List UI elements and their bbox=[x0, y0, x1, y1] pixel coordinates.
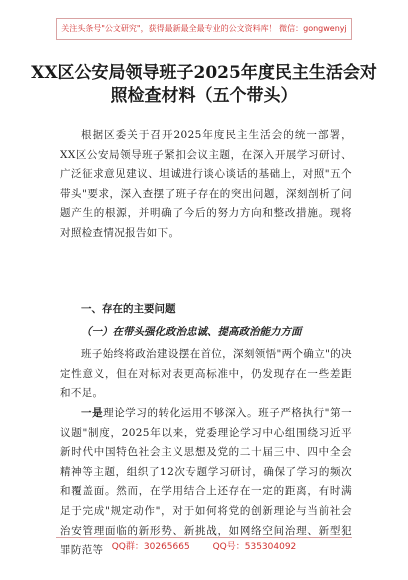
document-title: XX区公安局领导班子2025年度民主生活会对照检查材料（五个带头） bbox=[31, 63, 377, 106]
qq-number-text: QQ号：535304092 bbox=[212, 542, 297, 552]
section-heading: 一、存在的主要问题 bbox=[81, 303, 176, 315]
paragraph-text: 理论学习的转化运用不够深入。班子严格执行"第一议题"制度，2025年以来，党委理论学习中心组围绕习近平新时代中国特色社会主义思想及党的二十届三中、四中全会精神等主题，组织了12次专题学习研讨，确保了学习的频次和覆盖面。然而，在学用结合上还存在一定的距离，有时满足于完成"规定动作"，对于如何将党的创新理论与当前社会治安管理面临的新形势、新挑战，如网络空间治理、新型犯罪防范等 bbox=[60, 407, 352, 557]
body-paragraph-1: 班子始终将政治建设摆在首位，深刻领悟"两个确立"的决定性意义，但在对标对表更高标准中，仍发现存在一些差距和不足。 bbox=[60, 348, 352, 400]
subsection-heading: （一）在带头强化政治忠诚、提高政治能力方面 bbox=[81, 326, 302, 338]
paragraph-lead: 一是 bbox=[81, 407, 104, 419]
promo-banner: 关注头条号"公文研究"，获得最新最全最专业的公文资料库！ 微信：gongwenyj bbox=[56, 18, 352, 40]
intro-paragraph: 根据区委关于召开2025年度民主生活会的统一部署，XX区公安局领导班子紧扣会议主题，在深入开展学习研讨、广泛征求意见建议、坦诚进行谈心谈话的基础上，对照"五个带头"要求，深入查摆了班子存在的突出问题，深刻剖析了问题产生的根源，并明确了今后的努力方向和整改措施。现将对照检查情况报告如下。 bbox=[60, 129, 352, 239]
qq-group-text: QQ群：30265665 bbox=[111, 542, 190, 552]
contact-footer bbox=[56, 537, 352, 556]
